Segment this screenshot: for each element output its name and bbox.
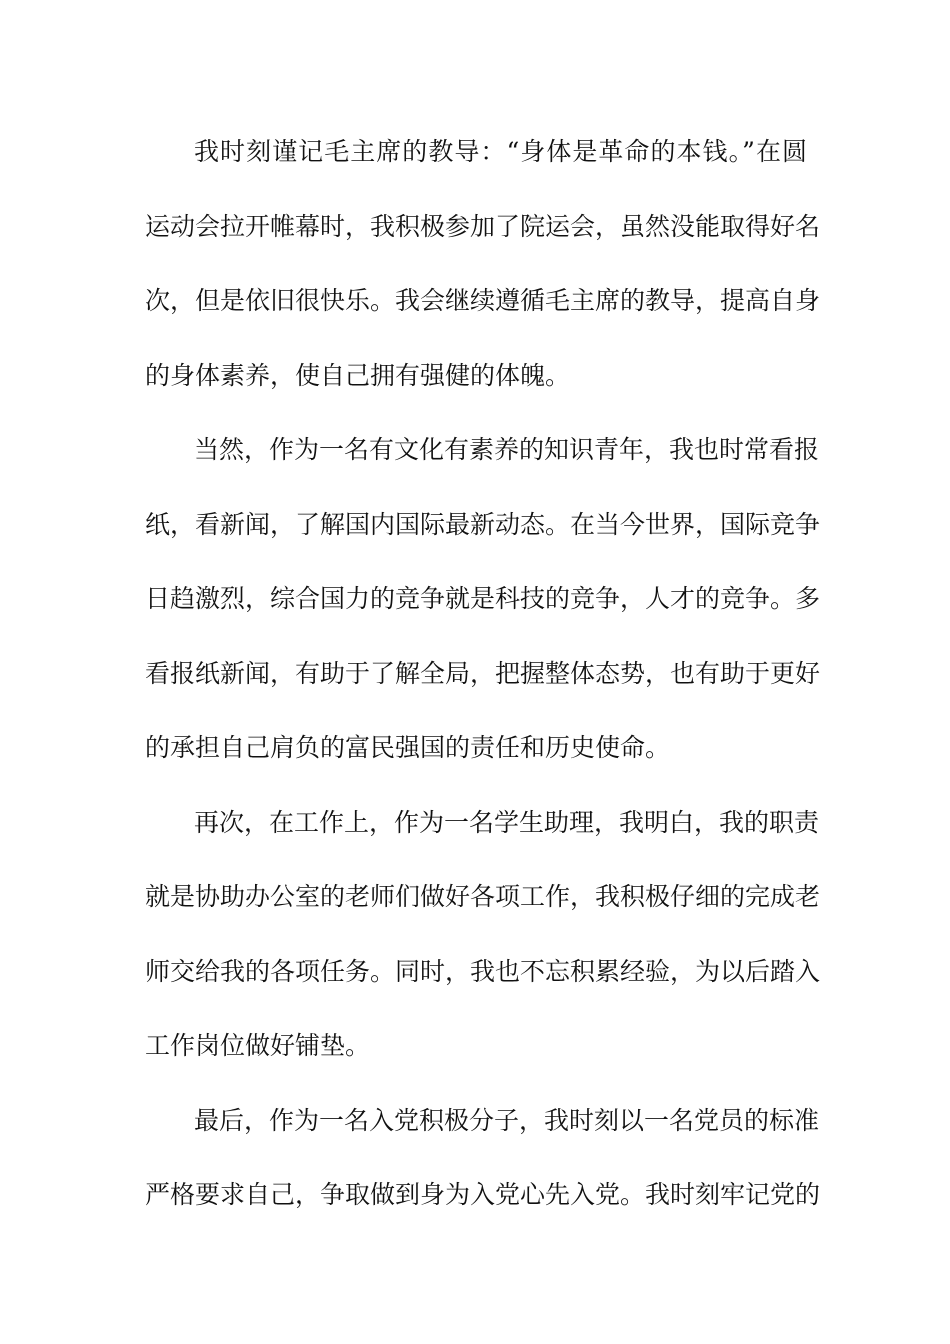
text-line: 就是协助办公室的老师们做好各项工作，我积极仔细的完成老 bbox=[145, 882, 821, 911]
text-line: 最后，作为一名入党积极分子，我时刻以一名党员的标准 bbox=[194, 1105, 820, 1135]
paragraph-party bbox=[145, 1095, 821, 1244]
text-line: 我时刻谨记毛主席的教导：“身体是革命的本钱。”在圆 bbox=[194, 137, 807, 166]
document-body bbox=[145, 126, 821, 1244]
text-line: 的身体素养，使自己拥有强健的体魄。 bbox=[145, 360, 571, 390]
text-line: 运动会拉开帷幕时，我积极参加了院运会，虽然没能取得好名 bbox=[145, 211, 821, 241]
text-line: 的承担自己肩负的富民强国的责任和历史使命。 bbox=[145, 733, 671, 762]
paragraph-health bbox=[145, 126, 821, 424]
text-line: 再次，在工作上，作为一名学生助理，我明白，我的职责 bbox=[194, 807, 820, 837]
text-line: 日趋激烈，综合国力的竞争就是科技的竞争，人才的竞争。多 bbox=[145, 584, 821, 613]
text-line: 严格要求自己，争取做到身为入党心先入党。我时刻牢记党的 bbox=[145, 1180, 821, 1209]
text-line: 工作岗位做好铺垫。 bbox=[145, 1031, 371, 1060]
paragraph-work bbox=[145, 797, 821, 1095]
text-line: 纸，看新闻，了解国内国际最新动态。在当今世界，国际竞争 bbox=[145, 509, 821, 539]
text-line: 当然，作为一名有文化有素养的知识青年，我也时常看报 bbox=[194, 435, 820, 464]
text-line: 看报纸新闻，有助于了解全局，把握整体态势，也有助于更好 bbox=[145, 658, 821, 688]
text-line: 次，但是依旧很快乐。我会继续遵循毛主席的教导，提高自身 bbox=[145, 286, 821, 315]
paragraph-news bbox=[145, 424, 821, 797]
text-line: 师交给我的各项任务。同时，我也不忘积累经验，为以后踏入 bbox=[145, 956, 821, 986]
